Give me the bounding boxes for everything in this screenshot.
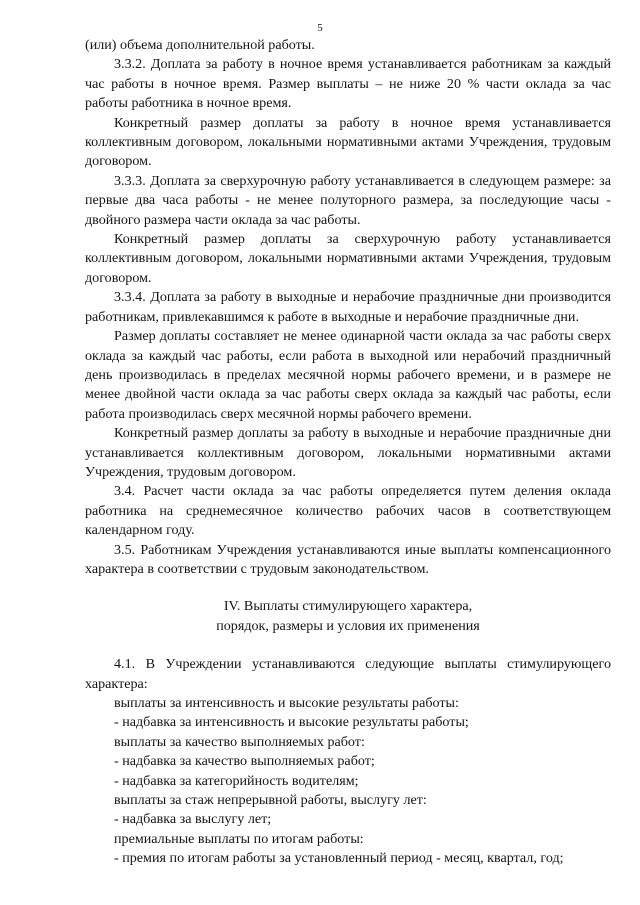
paragraph: 3.4. Расчет части оклада за час работы определяется путем деления оклада работника на среднемесячное количество рабочих часов в соответствующем календарном году.	[85, 483, 611, 539]
paragraph: Конкретный размер доплаты за сверхурочную работу устанавливается коллективным договором, локальными нормативными актами Учреждения, трудовым договором.	[85, 231, 611, 286]
paragraph: Конкретный размер доплаты за работу в выходные и нерабочие праздничные дни устанавливается коллективным договором, локальными нормативными актами Учреждения, трудовым договором.	[85, 425, 611, 480]
paragraph: 3.3.2. Доплата за работу в ночное время устанавливается работникам за каждый час работы в ночное время. Размер выплаты – не ниже 20 % части оклада за час работы работника в ночное время.	[85, 56, 611, 112]
section-iii-continuation	[85, 36, 611, 579]
list-item: - надбавка за интенсивность и высокие результаты работы;	[114, 714, 469, 731]
section-heading-line-2: порядок, размеры и условия их применения	[216, 617, 480, 634]
paragraph: Конкретный размер доплаты за работу в ночное время устанавливается коллективным договором, локальными нормативными актами Учреждения, трудовым договором.	[85, 114, 611, 170]
list-item: - надбавка за качество выполняемых работ;	[114, 753, 375, 770]
list-item: - надбавка за выслугу лет;	[114, 811, 272, 828]
list-item: выплаты за интенсивность и высокие результаты работы:	[114, 695, 459, 711]
section-heading	[85, 597, 611, 636]
list-item: - премия по итогам работы за установленный период - месяц, квартал, год;	[114, 850, 564, 867]
paragraph: (или) объема дополнительной работы.	[85, 37, 315, 53]
document-body	[85, 36, 611, 869]
list-item: выплаты за качество выполняемых работ:	[114, 733, 365, 750]
section-heading-line-1: IV. Выплаты стимулирующего характера,	[223, 598, 473, 615]
intro-paragraph: 4.1. В Учреждении устанавливаются следующие выплаты стимулирующего характера:	[85, 656, 611, 692]
paragraph: 3.3.3. Доплата за сверхурочную работу устанавливается в следующем размере: за первые два часа работы - не менее полуторного размера, за последующие часы - двойного размера части оклада за час работы.	[85, 172, 611, 228]
paragraph: 3.5. Работникам Учреждения устанавливаются иные выплаты компенсационного характера в соответствии с трудовым законодательством.	[85, 541, 611, 577]
paragraph: 3.3.4. Доплата за работу в выходные и нерабочие праздничные дни производится работникам, привлекавшимся к работе в выходные и нерабочие праздничные дни.	[85, 289, 611, 325]
list-item: выплаты за стаж непрерывной работы, выслугу лет:	[114, 792, 427, 809]
paragraph: Размер доплаты составляет не менее одинарной части оклада за час работы сверх оклада за каждый час работы, если работа в выходной или нерабочий праздничный день производилась в пределах месячной нормы рабочего времени, и в размере не менее двойной части оклада за час работы сверх оклада за каждый час работы, если работа производилась сверх месячной нормы рабочего времени.	[85, 328, 611, 422]
list-item: премиальные выплаты по итогам работы:	[114, 830, 364, 847]
list-item: - надбавка за категорийность водителям;	[114, 772, 359, 789]
page-number: 5	[317, 22, 323, 34]
incentive-payments-list	[85, 694, 611, 869]
